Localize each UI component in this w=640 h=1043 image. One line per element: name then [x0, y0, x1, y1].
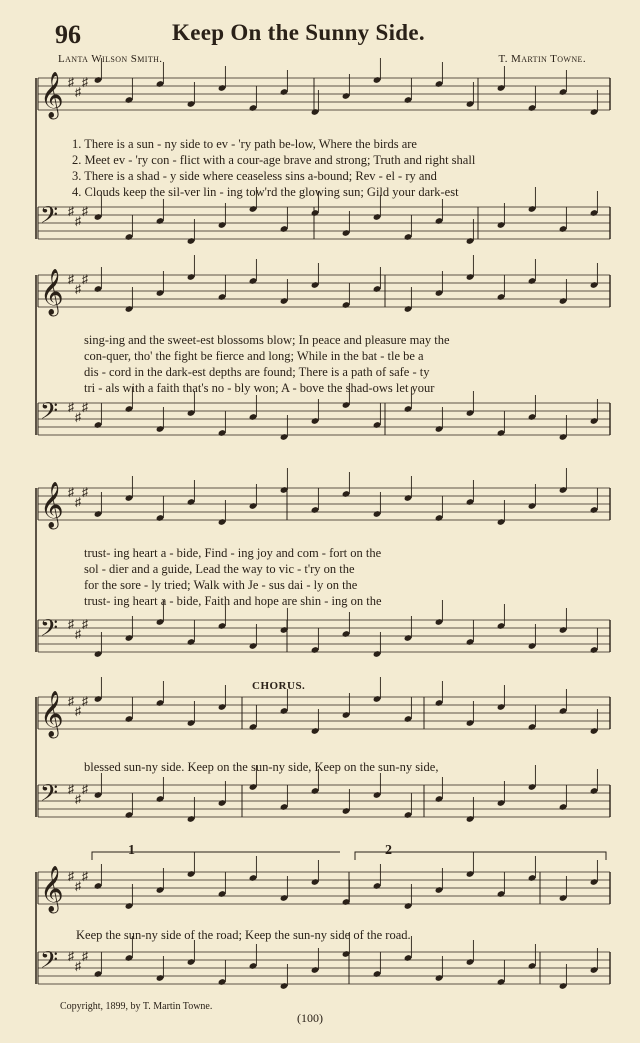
key-signature-sharp: ♯	[75, 627, 81, 641]
key-signature-sharp: ♯	[68, 204, 74, 218]
bass-clef: 𝄢	[40, 946, 59, 979]
key-signature-sharp: ♯	[82, 869, 88, 883]
key-signature-sharp: ♯	[82, 204, 88, 218]
bass-clef: 𝄢	[40, 779, 59, 812]
key-signature-sharp: ♯	[68, 694, 74, 708]
key-signature-sharp: ♯	[68, 869, 74, 883]
key-signature-sharp: ♯	[82, 272, 88, 286]
chorus-label: CHORUS.	[252, 680, 306, 692]
treble-clef: 𝄞	[40, 866, 64, 912]
page-number: (100)	[297, 1011, 323, 1025]
verse-3-line-1: 3. There is a shad - y side where ceaseless sins a-bound; Rev - el - ry and	[72, 169, 437, 183]
verse-3-line-3: for the sore - ly tried; Walk with Je - sus dai - ly on the	[84, 578, 358, 592]
verse-4-line-2: tri - als with a faith that's no - bly won; A - bove the shad-ows let your	[84, 381, 435, 395]
final-line: Keep the sun-ny side of the road; Keep the sun-ny side of the road.	[76, 928, 411, 942]
verse-3-line-2: dis - cord in the dark-est depths are found; There is a path of safe - ty	[84, 365, 430, 379]
verse-1-line-2: sing-ing and the sweet-est blossoms blow; In peace and pleasure may the	[84, 333, 450, 347]
key-signature-sharp: ♯	[82, 400, 88, 414]
key-signature-sharp: ♯	[82, 949, 88, 963]
key-signature-sharp: ♯	[68, 617, 74, 631]
verse-4-line-3: trust- ing heart a - bide, Faith and hope are shin - ing on the	[84, 594, 382, 608]
verse-2-line-3: sol - dier and a guide, Lead the way to vic - t'ry on the	[84, 562, 355, 576]
key-signature-sharp: ♯	[75, 495, 81, 509]
bass-clef: 𝄢	[40, 614, 59, 647]
key-signature-sharp: ♯	[75, 282, 81, 296]
key-signature-sharp: ♯	[68, 782, 74, 796]
hymn-number: 96	[55, 20, 81, 49]
key-signature-sharp: ♯	[75, 214, 81, 228]
hymn-title: Keep On the Sunny Side.	[172, 20, 425, 45]
key-signature-sharp: ♯	[75, 959, 81, 973]
verse-2-line-2: con-quer, tho' the fight be fierce and long; While in the bat - tle be a	[84, 349, 424, 363]
key-signature-sharp: ♯	[68, 400, 74, 414]
verse-2-line-1: 2. Meet ev - 'ry con - flict with a cour-age brave and strong; Truth and right shall	[72, 153, 476, 167]
key-signature-sharp: ♯	[82, 617, 88, 631]
key-signature-sharp: ♯	[68, 949, 74, 963]
key-signature-sharp: ♯	[75, 879, 81, 893]
second-ending-label: 2	[385, 843, 392, 858]
key-signature-sharp: ♯	[75, 410, 81, 424]
second-ending-bracket	[355, 852, 606, 860]
verse-1-line-3: trust- ing heart a - bide, Find - ing joy and com - fort on the	[84, 546, 382, 560]
key-signature-sharp: ♯	[75, 704, 81, 718]
treble-clef: 𝄞	[40, 72, 64, 118]
treble-clef: 𝄞	[40, 482, 64, 528]
treble-clef: 𝄞	[40, 691, 64, 737]
key-signature-sharp: ♯	[75, 85, 81, 99]
composer-credit: T. Martin Towne.	[498, 53, 586, 65]
key-signature-sharp: ♯	[82, 485, 88, 499]
bass-clef: 𝄢	[40, 201, 59, 234]
key-signature-sharp: ♯	[82, 75, 88, 89]
key-signature-sharp: ♯	[68, 485, 74, 499]
key-signature-sharp: ♯	[68, 75, 74, 89]
author-credit: Lanta Wilson Smith.	[58, 53, 163, 65]
key-signature-sharp: ♯	[68, 272, 74, 286]
key-signature-sharp: ♯	[82, 694, 88, 708]
key-signature-sharp: ♯	[75, 792, 81, 806]
treble-clef: 𝄞	[40, 269, 64, 315]
verse-1-line-1: 1. There is a sun - ny side to ev - 'ry path be-low, Where the birds are	[72, 137, 417, 151]
chorus-line: blessed sun-ny side. Keep on the sun-ny side, Keep on the sun-ny side,	[84, 760, 439, 774]
first-ending-label: 1	[128, 843, 135, 858]
verse-4-line-1: 4. Clouds keep the sil-ver lin - ing tow'rd the glowing sun; Gild your dark-est	[72, 185, 459, 199]
copyright-notice: Copyright, 1899, by T. Martin Towne.	[60, 1001, 213, 1012]
key-signature-sharp: ♯	[82, 782, 88, 796]
bass-clef: 𝄢	[40, 397, 59, 430]
